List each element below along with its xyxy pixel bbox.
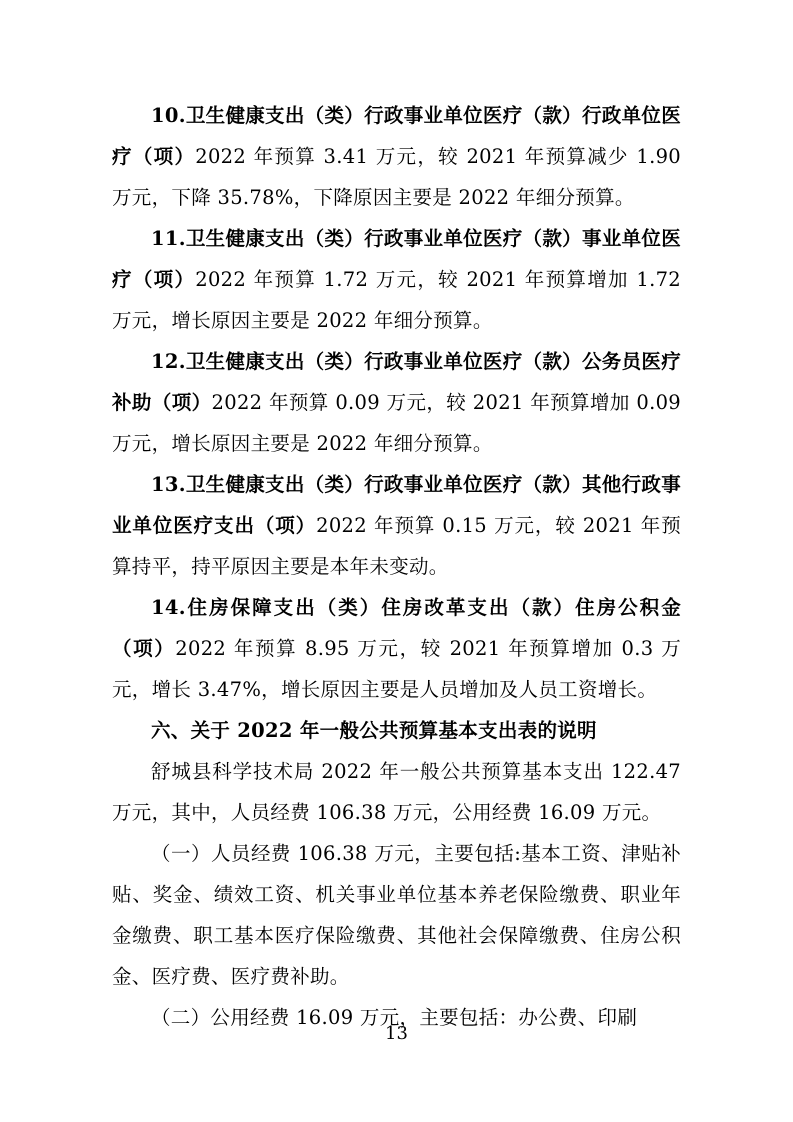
paragraph-item-10 (112, 95, 681, 218)
page-number: 13 (385, 1023, 408, 1044)
paragraph-section-item-2: （二）公用经费 16.09 万元，主要包括：办公费、印刷 (151, 1006, 638, 1029)
paragraph-item-11-rest: 2022 年预算 1.72 万元，较 2021 年预算增加 1.72 万元，增长原因主要是 2022 年细分预算。 (112, 268, 681, 332)
paragraph-item-14 (112, 587, 681, 710)
paragraph-item-10-lead: 10.卫生健康支出（类）行政事业单位医疗（款）行政单位医疗（项） (112, 104, 681, 168)
paragraph-item-12-rest: 2022 年预算 0.09 万元，较 2021 年预算增加 0.09 万元，增长原因主要是 2022 年细分预算。 (112, 391, 681, 455)
section-heading: 六、关于 2022 年一般公共预算基本支出表的说明 (151, 719, 597, 742)
paragraph-item-12 (112, 341, 681, 464)
paragraph-item-14-lead: 14.住房保障支出（类）住房改革支出（款）住房公积金（项） (112, 596, 681, 660)
paragraph-item-11-lead: 11.卫生健康支出（类）行政事业单位医疗（款）事业单位医疗（项） (112, 227, 681, 291)
paragraph-item-14-rest: 2022 年预算 8.95 万元，较 2021 年预算增加 0.3 万元，增长 3.47%，增长原因主要是人员增加及人员工资增长。 (112, 637, 681, 701)
paragraph-item-11 (112, 218, 681, 341)
paragraph-item-13-rest: 2022 年预算 0.15 万元，较 2021 年预算持平，持平原因主要是本年未变动。 (112, 514, 681, 578)
paragraph-item-10-rest: 2022 年预算 3.41 万元，较 2021 年预算减少 1.90 万元，下降 35.78%，下降原因主要是 2022 年细分预算。 (112, 145, 681, 209)
paragraph-item-13 (112, 464, 681, 587)
paragraph-section-intro: 舒城县科学技术局 2022 年一般公共预算基本支出 122.47 万元，其中，人员经费 106.38 万元，公用经费 16.09 万元。 (112, 760, 681, 824)
paragraph-section-item-1: （一）人员经费 106.38 万元，主要包括:基本工资、津贴补贴、奖金、绩效工资、机关事业单位基本养老保险缴费、职业年金缴费、职工基本医疗保险缴费、其他社会保障缴费、住房公积金、医疗费、医疗费补助。 (112, 842, 681, 988)
paragraph-item-12-lead: 12.卫生健康支出（类）行政事业单位医疗（款）公务员医疗补助（项） (112, 350, 681, 414)
paragraph-item-13-lead: 13.卫生健康支出（类）行政事业单位医疗（款）其他行政事业单位医疗支出（项） (112, 473, 681, 537)
page-body (112, 95, 681, 1038)
